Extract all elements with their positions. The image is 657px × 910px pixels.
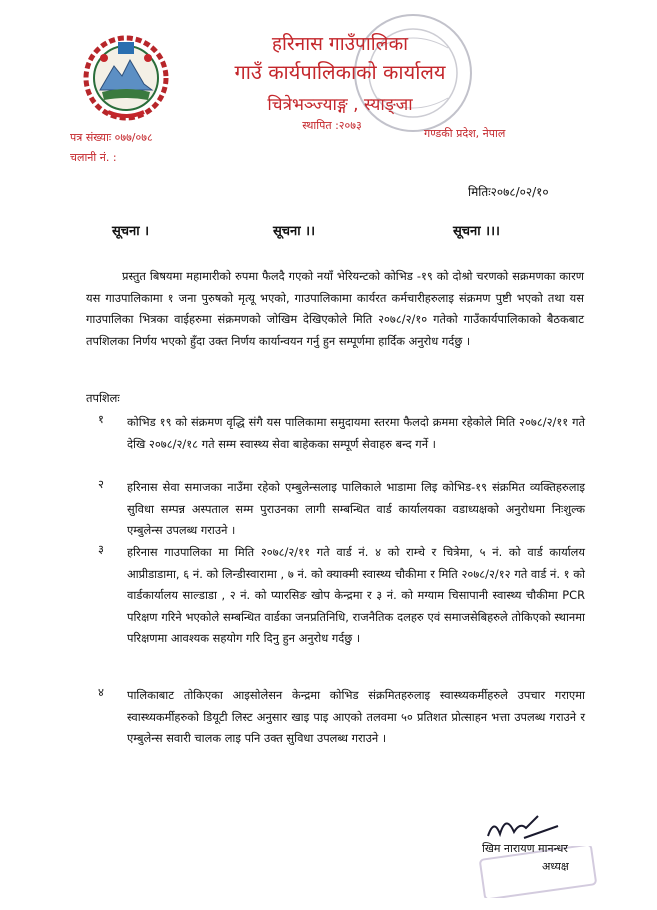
details-label: तपशिलः xyxy=(86,391,120,405)
notice-title-3: सूचना ।।। xyxy=(453,224,500,239)
item-number: २ xyxy=(98,477,104,491)
notice-title-2: सूचना ।। xyxy=(273,224,316,239)
notice-title-1: सूचना । xyxy=(112,224,150,239)
nepal-emblem-icon xyxy=(78,28,174,124)
province-name: गण्डकी प्रदेश, नेपाल xyxy=(424,127,506,140)
list-item: हरिनास गाउपालिका मा मिति २०७८/२/११ गते वार्ड नं. ४ को राम्चे र चित्रेमा, ५ नं. को वार्ड कार्यालय आप्रीडाडामा, ६ नं. को लिन्डीस्वारामा , ७ नं. को क्याक्मी स्वास्थ्य चौकीमा र मिति २०७८/२/१२ गते वार्ड नं. १ को वार्डकार्यालय साल्डाडा , २ नं. को प्यारसिङ खोप केन्द्रमा र ३ नं. को मग्याम चिसापानी स्वास्थ्य चौकीमा PCR परिक्षण गरिने भएकोले सम्बन्धित वार्डका जनप्रतिनिधि, राजनैतिक दलहरु एवं समाजसेबिहरुले तोकिएको स्थानमा परिक्षणमा आवश्यक सहयोग गरि दिनु हुन अनुरोध गर्दछु । xyxy=(127,545,585,646)
office-name: गाउँ कार्यपालिकाको कार्यालय xyxy=(234,60,446,84)
item-number: ३ xyxy=(98,542,104,556)
established-date: स्थापित :२०७३ xyxy=(302,119,362,132)
municipality-name: हरिनास गाउँपालिका xyxy=(271,33,409,55)
signatory-name: खिम नारायण मानन्धर xyxy=(482,842,568,855)
list-item: पालिकाबाट तोकिएका आइसोलेसन केन्द्रमा कोभिड संक्रमितहरुलाइ स्वास्थ्यकर्मीहरुले उपचार गराएमा स्वास्थ्यकर्मीहरुको डियूटी लिस्ट अनुसार खाइ पाइ आएको तलवमा ५० प्रतिशत प्रोत्साहन भत्ता उपलब्ध गराउने र एम्बुलेन्स सवारी चालक लाइ पनि उक्त सुविधा उपलब्ध गराउने । xyxy=(127,688,585,746)
office-address: चित्रेभञ्ज्याङ्ग , स्याङ्जा xyxy=(267,95,413,115)
letter-number: पत्र संख्याः ०७७/०७८ xyxy=(70,131,153,144)
signature-icon xyxy=(480,808,570,844)
letter-date: मितिः२०७८/०२/१० xyxy=(468,185,549,199)
list-item: हरिनास सेवा समाजका नाउँमा रहेको एम्बुलेन्सलाइ पालिकाले भाडामा लिइ कोभिड-१९ संक्रमित व्यक्तिहरुलाइ सुविधा सम्पन्न अस्पताल सम्म पुराउनका लागी सम्बन्धित वार्ड कार्यालयका वडाध्यक्षको अनुरोधमा निःशुल्क एम्बुलेन्स उपलब्ध गराउने । xyxy=(127,480,585,538)
item-number: ४ xyxy=(98,685,104,699)
item-number: १ xyxy=(98,412,104,426)
dispatch-number: चलानी नं. : xyxy=(70,151,117,164)
signatory-title: अध्यक्ष xyxy=(542,860,569,873)
intro-paragraph: प्रस्तुत बिषयमा महामारीको रुपमा फैलदै गएको नयाँ भेरियन्टको कोभिड -१९ को दोश्रो चरणको सक्रमणका कारण यस गाउपालिकामा १ जना पुरुषको मृत्यू भएको, गाउपालिकामा कार्यरत कर्मचारीहरुलाइ संक्रमण पुष्टी भएको तथा यस गाउपालिका भित्रका वाईहरुमा संक्रमणको जोखिम देखिएकोले मिति २०७८/२/१० गतेको गाउँकार्यपालिकाको बैठकबाट तपशिलका निर्णय भएको हुँदा उक्त निर्णय कार्यान्वयन गर्नु हुन सम्पूर्णमा हार्दिक अनुरोध गर्दछु । xyxy=(86,269,584,348)
list-item: कोभिड १९ को संक्रमण वृद्धि संगै यस पालिकामा समुदायमा स्तरमा फैलदो क्रममा रहेकोले मिति २०७८/२/११ गते देखि २०७८/२/१८ गते सम्म स्वास्थ्य सेवा बाहेकका सम्पूर्ण सेवाहरु बन्द गर्ने । xyxy=(127,415,585,451)
